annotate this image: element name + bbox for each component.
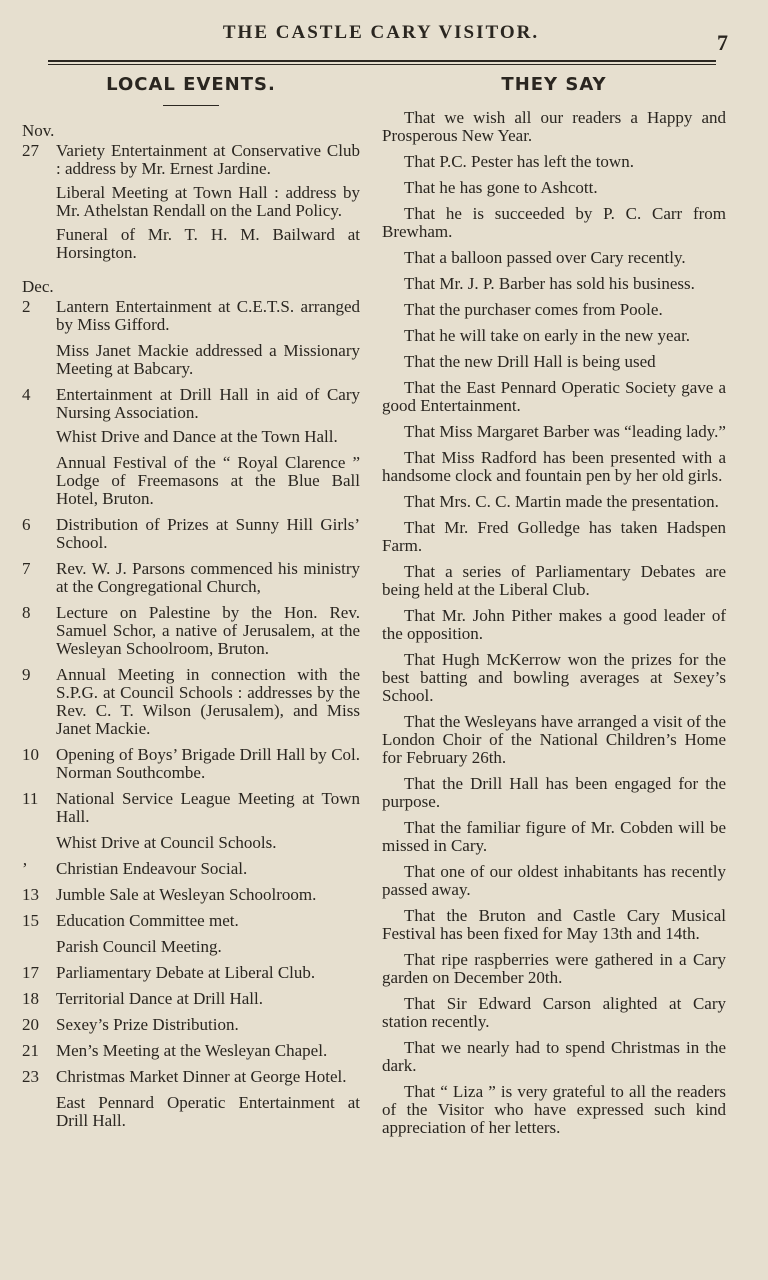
- event-entry: [22, 746, 360, 782]
- event-entry: [22, 454, 360, 508]
- event-description: Jumble Sale at Wesleyan Schoolroom.: [56, 885, 317, 904]
- event-entry: [22, 1042, 360, 1060]
- event-description: Annual Festival of the “ Royal Clarence ” Lodge of Freemasons at the Blue Ball Hotel, Bruton.: [56, 453, 360, 508]
- header-rule: [48, 60, 716, 62]
- event-entry: [22, 938, 360, 956]
- event-day: 2: [22, 297, 31, 316]
- event-day: 11: [22, 789, 39, 808]
- event-description: Rev. W. J. Parsons commenced his ministry at the Congregational Church,: [56, 559, 360, 596]
- event-description: Entertainment at Drill Hall in aid of Cary Nursing Association.: [56, 385, 360, 422]
- they-say-item: That the familiar figure of Mr. Cobden will be missed in Cary.: [382, 818, 726, 855]
- events-list: [22, 122, 360, 1130]
- event-entry: [22, 184, 360, 220]
- event-day: 15: [22, 911, 39, 930]
- event-entry: [22, 666, 360, 738]
- event-description: Christian Endeavour Social.: [56, 859, 248, 878]
- event-description: Annual Meeting in connection with the S.P.G. at Council Schools : addresses by the Rev. C. T. Wilson (Jerusalem), and Miss Janet Mackie.: [56, 665, 360, 738]
- they-say-item: That a series of Parliamentary Debates are being held at the Liberal Club.: [382, 562, 726, 599]
- heading-underline: [163, 105, 219, 106]
- event-description: Variety Entertainment at Conservative Club : address by Mr. Ernest Jardine.: [56, 141, 360, 178]
- they-say-item: That a balloon passed over Cary recently.: [404, 248, 686, 267]
- header-rule-thin: [48, 64, 716, 65]
- event-day: 10: [22, 745, 39, 764]
- event-day: 8: [22, 603, 31, 622]
- they-say-column: [382, 72, 726, 1137]
- they-say-item: That he will take on early in the new year.: [404, 326, 691, 345]
- event-entry: [22, 386, 360, 422]
- they-say-item: That Hugh McKerrow won the prizes for the best batting and bowling averages at Sexey’s School.: [382, 650, 726, 705]
- event-day: 17: [22, 963, 39, 982]
- they-say-item: That the Bruton and Castle Cary Musical Festival has been fixed for May 13th and 14th.: [382, 906, 726, 943]
- event-entry: [22, 342, 360, 378]
- event-description: Whist Drive at Council Schools.: [56, 833, 277, 852]
- they-say-item: That the Drill Hall has been engaged for the purpose.: [382, 774, 726, 811]
- month-label: Nov.: [22, 121, 55, 140]
- they-say-item: That Miss Radford has been presented with a handsome clock and fountain pen by her old girls.: [382, 448, 726, 485]
- event-description: Lecture on Palestine by the Hon. Rev. Samuel Schor, a native of Jerusalem, at the Wesleyan Schoolroom, Bruton.: [56, 603, 360, 658]
- they-say-item: That ripe raspberries were gathered in a Cary garden on December 20th.: [382, 950, 726, 987]
- event-day: 21: [22, 1041, 39, 1060]
- event-day: 4: [22, 385, 31, 404]
- event-entry: [22, 560, 360, 596]
- they-say-item: That one of our oldest inhabitants has recently passed away.: [382, 862, 726, 899]
- page-number: 7: [717, 30, 728, 55]
- they-say-list: [382, 109, 726, 1137]
- event-description: Miss Janet Mackie addressed a Missionary Meeting at Babcary.: [56, 341, 360, 378]
- they-say-item: That Mr. Fred Golledge has taken Hadspen Farm.: [382, 518, 726, 555]
- local-events-column: [22, 72, 360, 1130]
- they-say-item: That Mrs. C. C. Martin made the presentation.: [404, 492, 719, 511]
- event-day: 6: [22, 515, 31, 534]
- event-entry: [22, 1094, 360, 1130]
- event-entry: [22, 990, 360, 1008]
- event-description: National Service League Meeting at Town Hall.: [56, 789, 360, 826]
- event-entry: [22, 790, 360, 826]
- event-description: Liberal Meeting at Town Hall : address by Mr. Athelstan Rendall on the Land Policy.: [56, 183, 360, 220]
- event-description: Territorial Dance at Drill Hall.: [56, 989, 263, 1008]
- they-say-item: That we nearly had to spend Christmas in the dark.: [382, 1038, 726, 1075]
- they-say-item: That Sir Edward Carson alighted at Cary station recently.: [382, 994, 726, 1031]
- event-day: 20: [22, 1015, 39, 1034]
- month-label: Dec.: [22, 277, 54, 296]
- event-entry: [22, 604, 360, 658]
- they-say-item: That P.C. Pester has left the town.: [404, 152, 634, 171]
- they-say-heading: THEY SAY: [501, 74, 607, 95]
- publication-title: THE CASTLE CARY VISITOR.: [222, 22, 540, 43]
- event-description: Christmas Market Dinner at George Hotel.: [56, 1067, 347, 1086]
- event-entry: [22, 860, 360, 878]
- event-description: Whist Drive and Dance at the Town Hall.: [56, 427, 338, 446]
- event-entry: [22, 886, 360, 904]
- event-description: Sexey’s Prize Distribution.: [56, 1015, 239, 1034]
- event-entry: [22, 1016, 360, 1034]
- local-events-heading: LOCAL EVENTS.: [106, 74, 276, 95]
- event-description: Parliamentary Debate at Liberal Club.: [56, 963, 316, 982]
- they-say-item: That the East Pennard Operatic Society gave a good Entertainment.: [382, 378, 726, 415]
- event-description: Men’s Meeting at the Wesleyan Chapel.: [56, 1041, 328, 1060]
- they-say-item: That “ Liza ” is very grateful to all the readers of the Visitor who have expressed such kind appreciation of her letters.: [382, 1082, 726, 1137]
- event-entry: [22, 964, 360, 982]
- event-entry: [22, 516, 360, 552]
- event-day: ’: [22, 859, 28, 878]
- event-description: Parish Council Meeting.: [56, 937, 222, 956]
- they-say-item: That Mr. J. P. Barber has sold his business.: [404, 274, 695, 293]
- they-say-item: That the new Drill Hall is being used: [404, 352, 656, 371]
- event-description: East Pennard Operatic Entertainment at Drill Hall.: [56, 1093, 360, 1130]
- they-say-item: That he has gone to Ashcott.: [404, 178, 598, 197]
- event-description: Funeral of Mr. T. H. M. Bailward at Horsington.: [56, 225, 360, 262]
- event-day: 27: [22, 141, 39, 160]
- event-description: Opening of Boys’ Brigade Drill Hall by Col. Norman Southcombe.: [56, 745, 360, 782]
- event-description: Lantern Entertainment at C.E.T.S. arranged by Miss Gifford.: [56, 297, 360, 334]
- event-day: 7: [22, 559, 31, 578]
- event-description: Distribution of Prizes at Sunny Hill Girls’ School.: [56, 515, 360, 552]
- event-entry: [22, 834, 360, 852]
- they-say-item: That the Wesleyans have arranged a visit of the London Choir of the National Children’s Home for February 26th.: [382, 712, 726, 767]
- event-entry: [22, 226, 360, 262]
- event-entry: [22, 1068, 360, 1086]
- they-say-item: That he is succeeded by P. C. Carr from Brewham.: [382, 204, 726, 241]
- they-say-item: That we wish all our readers a Happy and Prosperous New Year.: [382, 108, 726, 145]
- event-entry: [22, 912, 360, 930]
- they-say-item: That the purchaser comes from Poole.: [404, 300, 663, 319]
- event-entry: [22, 428, 360, 446]
- event-day: 9: [22, 665, 31, 684]
- event-entry: [22, 298, 360, 334]
- they-say-item: That Mr. John Pither makes a good leader of the opposition.: [382, 606, 726, 643]
- event-entry: [22, 142, 360, 178]
- event-day: 13: [22, 885, 39, 904]
- event-day: 18: [22, 989, 39, 1008]
- event-description: Education Committee met.: [56, 911, 239, 930]
- event-day: 23: [22, 1067, 39, 1086]
- they-say-item: That Miss Margaret Barber was “leading lady.”: [404, 422, 726, 441]
